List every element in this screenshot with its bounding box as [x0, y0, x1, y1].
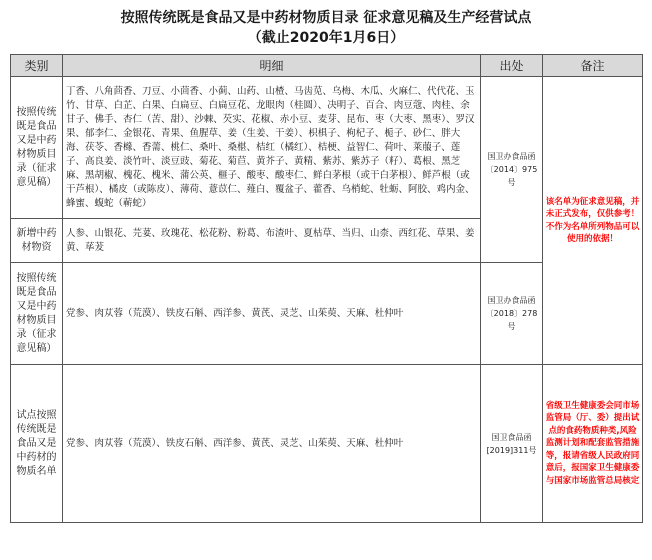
row-category: 按照传统既是食品又是中药材物质目录（征求意见稿） — [11, 263, 63, 365]
document-subtitle: （截止2020年1月6日） — [247, 30, 405, 46]
row-detail: 党参、肉苁蓉（荒漠）、铁皮石斛、西洋参、黄芪、灵芝、山茱萸、天麻、杜仲叶 — [63, 365, 481, 523]
row-detail: 党参、肉苁蓉（荒漠）、铁皮石斛、西洋参、黄芪、灵芝、山茱萸、天麻、杜仲叶 — [63, 263, 481, 365]
header-category: 类别 — [11, 55, 63, 77]
table-header-row — [11, 55, 643, 77]
table-row — [11, 365, 643, 523]
note-draft-warning: 该名单为征求意见稿，并未正式发布，仅供参考！不作为名单所列物品可以使用的依据！ — [543, 77, 643, 365]
document-title: 按照传统既是食品又是中药材物质目录 征求意见稿及生产经营试点 — [120, 10, 532, 26]
header-note: 备注 — [543, 55, 643, 77]
row-category: 按照传统既是食品又是中药材物质目录（征求意见稿） — [11, 77, 63, 219]
row-source: 国卫食品函[2019]311号 — [481, 365, 543, 523]
herb-list-table — [10, 54, 643, 523]
header-source: 出处 — [481, 55, 543, 77]
row-category: 新增中药材物资 — [11, 219, 63, 263]
row-category: 试点按照传统既是食品又是中药材的物质名单 — [11, 365, 63, 523]
row-detail: 人参、山银花、芫荽、玫瑰花、松花粉、粉葛、布渣叶、夏枯草、当归、山柰、西红花、草果、姜黄、荜茇 — [63, 219, 481, 263]
note-pilot-procedure: 省级卫生健康委会同市场监管局（厅、委）提出试点的食药物质种类,风险监测计划和配套监管措施等，报请省级人民政府同意后，报国家卫生健康委与国家市场监管总局核定 — [543, 365, 643, 523]
table-row — [11, 77, 643, 219]
row-source: 国卫办食品函〔2018〕278号 — [481, 263, 543, 365]
row-detail: 丁香、八角茴香、刀豆、小茴香、小蓟、山药、山楂、马齿苋、乌梅、木瓜、火麻仁、代代花、玉竹、甘草、白芷、白果、白扁豆、白扁豆花、龙眼肉（桂圆）、决明子、百合、肉豆蔻、肉桂、余甘子、佛手、杏仁（苦、甜）、沙棘、芡实、花椒、赤小豆、麦芽、昆布、枣（大枣、黑枣）、罗汉果、郁李仁、金银花、青果、鱼腥草、姜（生姜、干姜）、枳椇子、枸杞子、栀子、砂仁、胖大海、茯苓、香橼、香薷、桃仁、桑叶、桑椹、桔红（橘红）、桔梗、益智仁、荷叶、莱菔子、莲子、高良姜、淡竹叶、淡豆豉、菊花、菊苣、黄芥子、黄精、紫苏、紫苏子（籽）、葛根、黑芝麻、黑胡椒、槐花、槐米、蒲公英、榧子、酸枣、酸枣仁、鲜白茅根（或干白茅根）、鲜芦根（或干芦根）、橘皮（或陈皮）、薄荷、薏苡仁、薤白、覆盆子、藿香、乌梢蛇、牡蛎、阿胶、鸡内金、蜂蜜、蝮蛇（蕲蛇） — [63, 77, 481, 219]
header-detail: 明细 — [63, 55, 481, 77]
row-source: 国卫办食品函〔2014〕975号 — [481, 77, 543, 263]
